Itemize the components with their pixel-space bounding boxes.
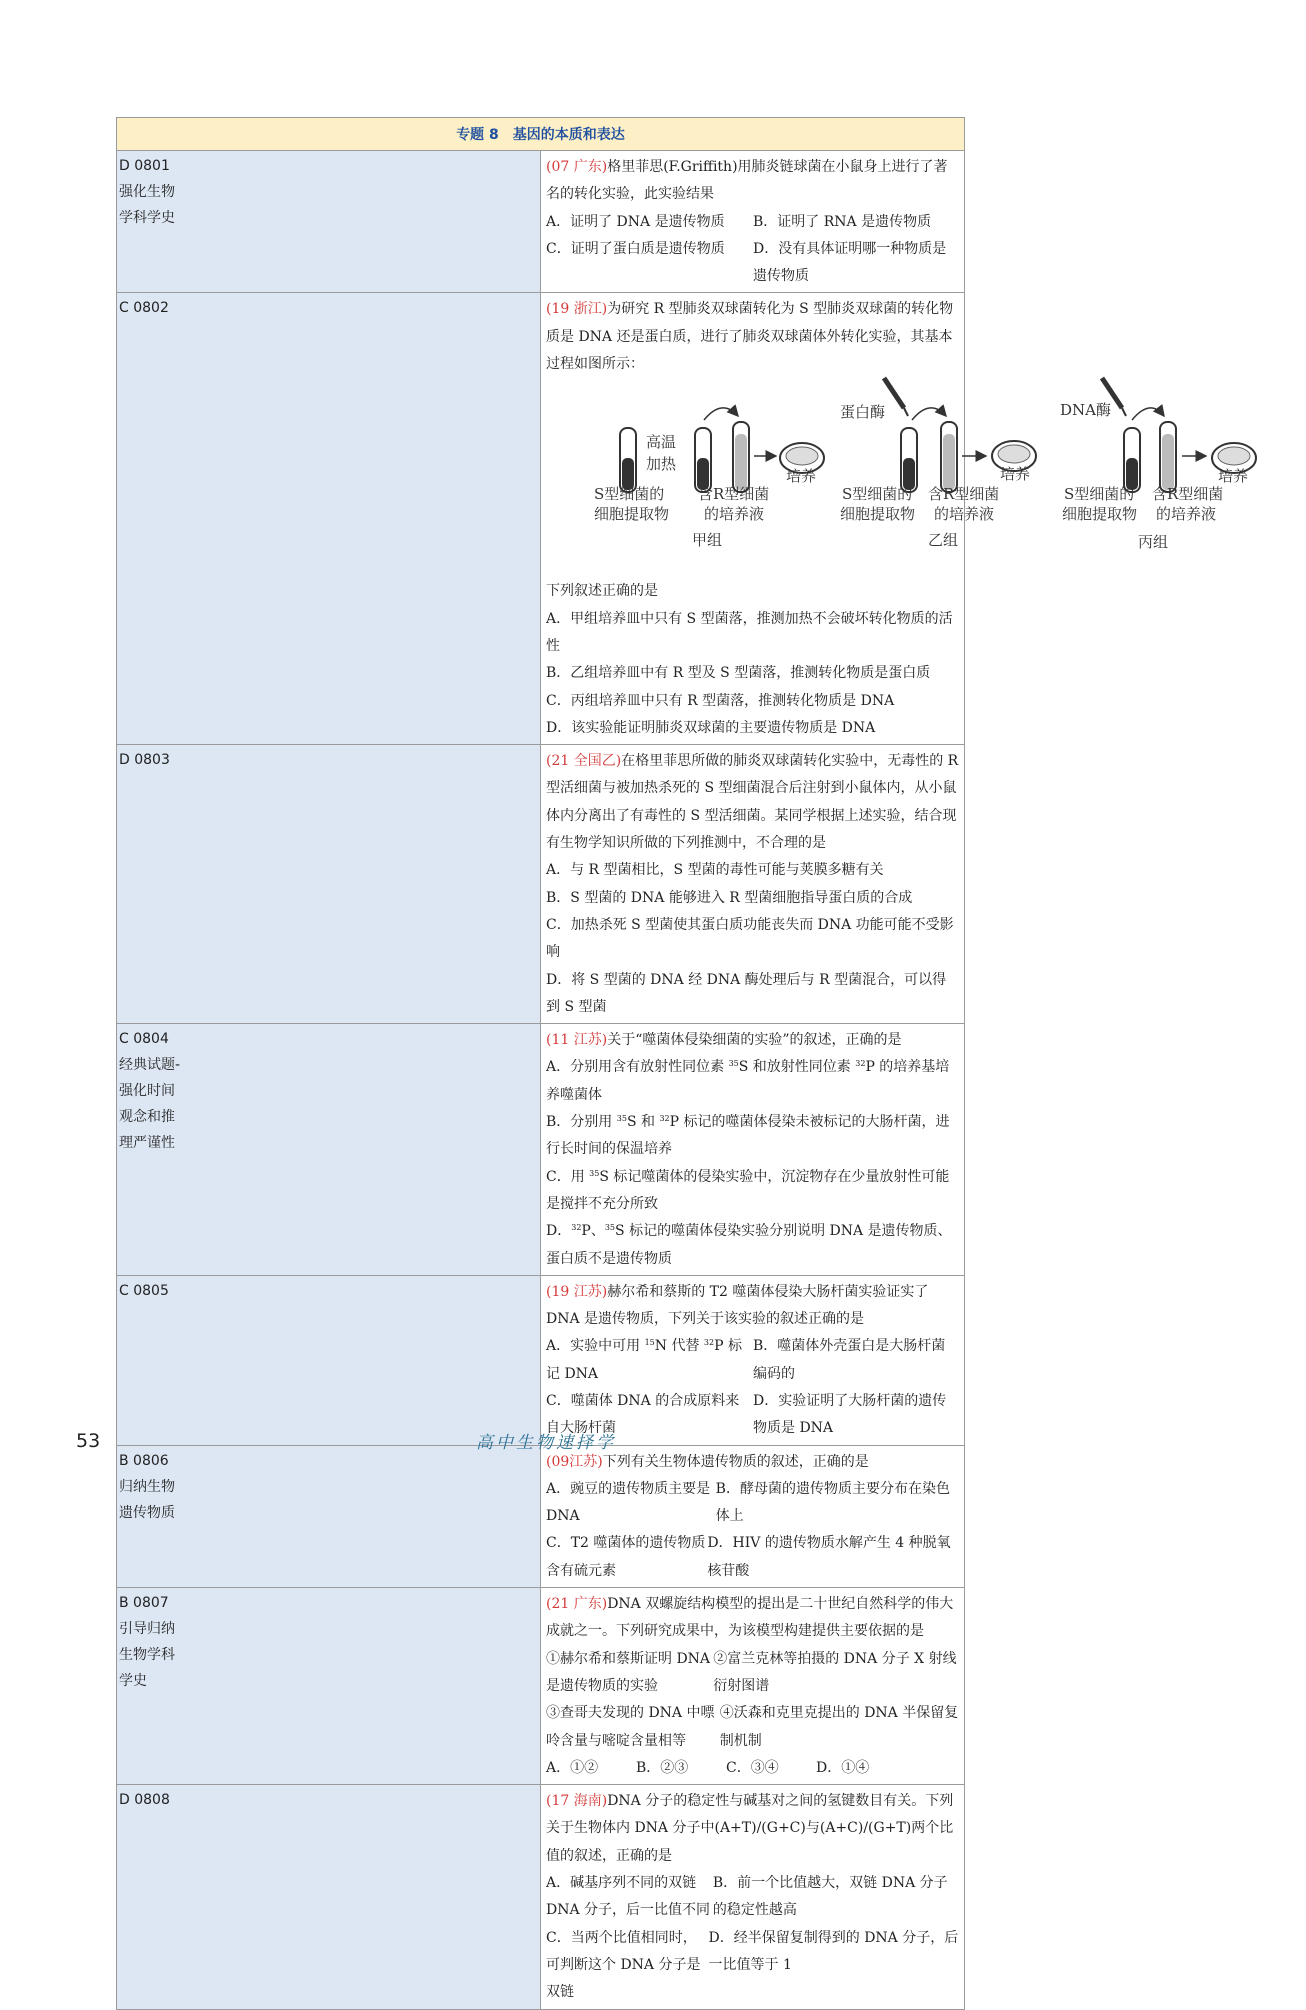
extract-label: 细胞提取物	[594, 505, 670, 524]
question-body	[541, 1785, 965, 2009]
extract-label: 细胞提取物	[1062, 505, 1138, 524]
footer-watermark: 高中生物速择学	[476, 1433, 616, 1453]
question-body	[541, 1445, 965, 1587]
question-id-cell	[117, 1588, 541, 1785]
extract-label: S型细菌的	[594, 485, 665, 504]
question-id-cell	[117, 1024, 541, 1276]
statement-3: ③查哥夫发现的 DNA 中嘌呤含量与嘧啶含量相等	[546, 1705, 715, 1749]
question-id-cell	[117, 1275, 541, 1445]
question-source: (21 全国乙)	[546, 753, 622, 770]
question-id: B 0807	[119, 1595, 169, 1612]
question-id-cell	[117, 1785, 541, 2009]
group-c-label: 丙组	[1138, 533, 1169, 552]
question-row	[117, 1275, 965, 1445]
option-c: C．噬菌体 DNA 的合成原料来自大肠杆菌	[546, 1392, 740, 1437]
question-tag: 强化生物	[119, 184, 175, 200]
question-body	[541, 745, 965, 1024]
question-tag: 生物学科	[119, 1647, 175, 1664]
option-a: A．与 R 型菌相比，S 型菌的毒性可能与荚膜多糖有关	[546, 862, 884, 879]
question-stem: (21 广东)DNA 双螺旋结构模型的提出是二十世纪自然科学的伟大成就之一。下列研究成果中，为该模型构建提供主要依据的是	[546, 1596, 954, 1640]
question-row	[117, 151, 965, 293]
question-id: C 0805	[119, 1282, 169, 1299]
question-id: D 0808	[119, 1792, 170, 1809]
question-id: C 0804	[119, 1031, 169, 1048]
question-id-cell	[117, 293, 541, 745]
group-b-label: 乙组	[928, 531, 959, 550]
option-b: B．噬菌体外壳蛋白是大肠杆菌编码的	[753, 1338, 946, 1382]
medium-label: 含R型细菌	[928, 485, 1000, 504]
medium-label: 含R型细菌	[698, 485, 770, 504]
question-prompt: 下列叙述正确的是	[546, 583, 658, 600]
option-b: B．乙组培养皿中有 R 型及 S 型菌落，推测转化物质是蛋白质	[546, 665, 931, 682]
question-stem: (19 浙江)为研究 R 型肺炎双球菌转化为 S 型肺炎双球菌的转化物质是 DNA 还是蛋白质，进行了肺炎双球菌体外转化实验，其基本过程如图所示：	[546, 301, 954, 373]
option-c: C．丙组培养皿中只有 R 型菌落，推测转化物质是 DNA	[546, 692, 895, 709]
page-number: 53	[76, 1430, 101, 1452]
option-b: B．分别用 $^{35}$S 和 $^{32}$P 标记的噬菌体侵染未被标记的大肠杆菌，进行长时间的保温培养	[546, 1114, 950, 1158]
option-a: A．证明了 DNA 是遗传物质	[546, 213, 725, 230]
question-id-cell	[117, 151, 541, 293]
question-stem: (17 海南)DNA 分子的稳定性与碱基对之间的氢键数目有关。下列关于生物体内 DNA 分子中(A+T)/(G+C)与(A+C)/(G+T)两个比值的叙述，正确的是	[546, 1793, 954, 1864]
statement-4: ④沃森和克里克提出的 DNA 半保留复制机制	[719, 1705, 959, 1749]
culture-label: 培养	[1218, 467, 1249, 486]
option-d: D．经半保留复制得到的 DNA 分子，后一比值等于 1	[708, 1929, 959, 1973]
enzyme-label: DNA酶	[1060, 401, 1111, 420]
question-tag: 观念和推	[119, 1109, 175, 1126]
option-c: C．当两个比值相同时，可判断这个 DNA 分子是双链	[546, 1929, 701, 2001]
option-c: C．加热杀死 S 型菌使其蛋白质功能丧失而 DNA 功能可能不受影响	[546, 916, 954, 961]
question-row	[117, 745, 965, 1024]
heat-label: 高温	[646, 433, 677, 452]
question-tag: 学科学史	[119, 210, 175, 226]
culture-label: 培养	[786, 467, 817, 486]
question-row	[117, 1024, 965, 1276]
option-a: A．豌豆的遗传物质主要是DNA	[546, 1480, 711, 1525]
option-b: B．前一个比值越大，双链 DNA 分子的稳定性越高	[712, 1875, 948, 1919]
option-a: A．实验中可用 $^{15}$N 代替 $^{32}$P 标记 DNA	[546, 1338, 742, 1382]
question-source: (11 江苏)	[546, 1032, 608, 1049]
question-tag: 学史	[119, 1673, 147, 1690]
question-source: (19 江苏)	[546, 1283, 608, 1300]
question-id-cell	[117, 745, 541, 1024]
option-d: D．$^{32}$P、$^{35}$S 标记的噬菌体侵染实验分别说明 DNA 是遗传物质、蛋白质不是遗传物质	[546, 1223, 952, 1267]
question-id-cell	[117, 1445, 541, 1587]
option-d: D．①④	[816, 1759, 870, 1776]
experiment-figure	[546, 378, 1249, 578]
option-a: A．①②	[546, 1759, 599, 1776]
option-c: C．T2 噬菌体的遗传物质含有硫元素	[546, 1535, 706, 1579]
experiment-diagram	[546, 378, 1306, 578]
question-row	[117, 1785, 965, 2009]
medium-label: 的培养液	[934, 505, 995, 524]
medium-label: 的培养液	[1156, 505, 1217, 524]
medium-label: 的培养液	[704, 505, 765, 524]
question-row	[117, 1445, 965, 1587]
question-source: (19 浙江)	[546, 301, 608, 318]
heat-label: 加热	[646, 455, 677, 474]
question-row	[117, 293, 965, 745]
question-body	[541, 293, 1249, 745]
extract-label: S型细菌的	[842, 485, 913, 504]
question-source: (07 广东)	[546, 159, 608, 175]
question-tag: 强化时间	[119, 1083, 175, 1100]
option-c: C．证明了蛋白质是遗传物质	[546, 240, 725, 257]
option-c: C．③④	[726, 1759, 779, 1776]
question-body	[541, 1275, 965, 1445]
question-body	[541, 1024, 965, 1276]
question-source: (17 海南)	[546, 1793, 608, 1810]
group-a-label: 甲组	[692, 531, 723, 550]
option-d: D．实验证明了大肠杆菌的遗传物质是 DNA	[753, 1392, 947, 1437]
option-d: D．没有具体证明哪一种物质是遗传物质	[753, 240, 947, 285]
question-source: (21 广东)	[546, 1596, 608, 1613]
question-stem: (07 广东)格里菲思(F.Griffith)用肺炎链球菌在小鼠身上进行了著名的转化实验，此实验结果	[546, 159, 948, 203]
question-stem: (21 全国乙)在格里菲思所做的肺炎双球菌转化实验中，无毒性的 R 型活细菌与被加热杀死的 S 型细菌混合后注射到小鼠体内，从小鼠体内分离出了有毒性的 S 型活细菌。某同学根据上述实验，结合现有生物学知识所做的下列推测中，不合理的是	[546, 753, 959, 852]
question-stem: (11 江苏)关于“噬菌体侵染细菌的实验”的叙述，正确的是	[546, 1032, 902, 1049]
option-b: B．S 型菌的 DNA 能够进入 R 型菌细胞指导蛋白质的合成	[546, 889, 913, 906]
statement-2: ②富兰克林等拍摄的 DNA 分子 X 射线衍射图谱	[713, 1650, 957, 1694]
enzyme-label: 蛋白酶	[840, 403, 886, 422]
question-id: C 0802	[119, 300, 169, 317]
option-d: D．HIV 的遗传物质水解产生 4 种脱氧核苷酸	[707, 1535, 951, 1579]
question-tag: 引导归纳	[119, 1621, 175, 1638]
question-source: (09江苏)	[546, 1453, 603, 1470]
option-d: D．该实验能证明肺炎双球菌的主要遗传物质是 DNA	[546, 719, 876, 736]
question-id: B 0806	[119, 1452, 169, 1469]
question-table	[116, 117, 1249, 2010]
extract-label: 细胞提取物	[840, 505, 916, 524]
option-b: B．酵母菌的遗传物质主要分布在染色体上	[715, 1480, 950, 1525]
question-stem: (19 江苏)赫尔希和蔡斯的 T2 噬菌体侵染大肠杆菌实验证实了 DNA 是遗传物质，下列关于该实验的叙述正确的是	[546, 1283, 929, 1328]
option-a: A．分别用含有放射性同位素 $^{35}$S 和放射性同位素 $^{32}$P 的培养基培养噬菌体	[546, 1059, 950, 1103]
question-body	[541, 1588, 965, 1785]
question-id: D 0801	[119, 158, 170, 174]
question-id: D 0803	[119, 752, 170, 769]
question-row	[117, 1588, 965, 1785]
culture-label: 培养	[1000, 465, 1031, 484]
option-b: B．②③	[636, 1759, 689, 1776]
option-a: A．甲组培养皿中只有 S 型菌落，推测加热不会破坏转化物质的活性	[546, 610, 953, 654]
question-tag: 经典试题-	[119, 1057, 181, 1074]
question-body	[541, 151, 965, 293]
medium-label: 含R型细菌	[1152, 485, 1224, 504]
question-tag: 归纳生物	[119, 1478, 175, 1495]
page-title: 专题 8 基因的本质和表达	[117, 118, 965, 151]
statement-1: ①赫尔希和蔡斯证明 DNA 是遗传物质的实验	[546, 1650, 711, 1694]
question-tag: 理严谨性	[119, 1135, 175, 1152]
option-d: D．将 S 型菌的 DNA 经 DNA 酶处理后与 R 型菌混合，可以得到 S 型菌	[546, 971, 947, 1015]
question-tag: 遗传物质	[119, 1504, 175, 1521]
option-c: C．用 $^{35}$S 标记噬菌体的侵染实验中，沉淀物存在少量放射性可能是搅拌不充分所致	[546, 1168, 950, 1212]
option-b: B．证明了 RNA 是遗传物质	[753, 213, 932, 230]
question-stem: (09江苏)下列有关生物体遗传物质的叙述，正确的是	[546, 1453, 869, 1470]
extract-label: S型细菌的	[1064, 485, 1135, 504]
option-a: A．碱基序列不同的双链 DNA 分子，后一比值不同	[546, 1875, 711, 1919]
